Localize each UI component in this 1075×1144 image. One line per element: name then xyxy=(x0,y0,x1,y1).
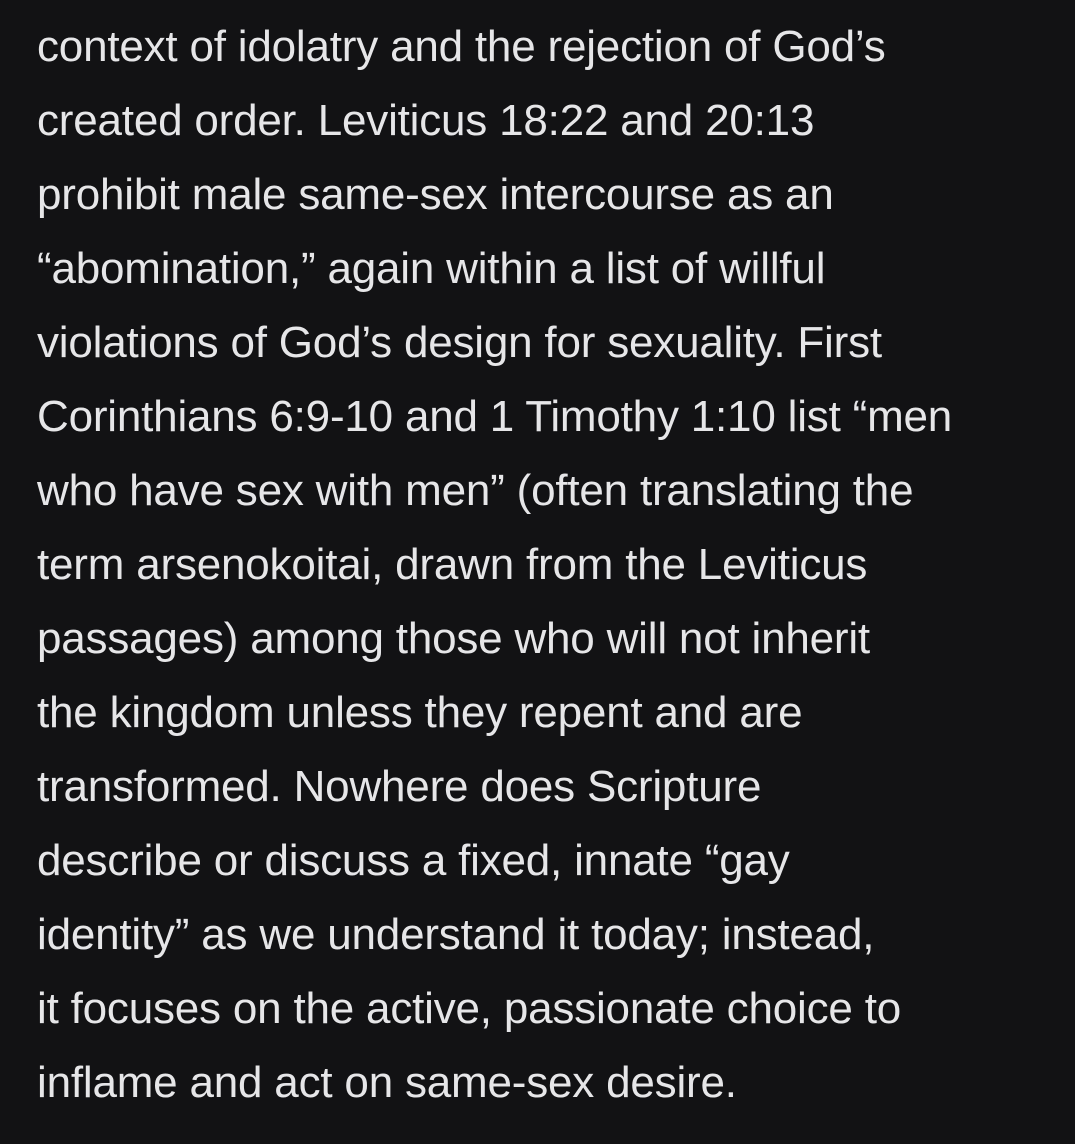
response-paragraph xyxy=(37,10,1067,1120)
text-line: inflame and act on same-sex desire. xyxy=(37,1058,737,1107)
text-line: prohibit male same-sex intercourse as an xyxy=(37,170,834,219)
text-line: created order. Leviticus 18:22 and 20:13 xyxy=(37,96,815,145)
text-line: identity” as we understand it today; instead, xyxy=(37,910,875,959)
text-line: context of idolatry and the rejection of God’s xyxy=(37,22,886,71)
text-line: it focuses on the active, passionate choice to xyxy=(37,984,901,1033)
text-line: transformed. Nowhere does Scripture xyxy=(37,762,762,811)
text-line: Corinthians 6:9-10 and 1 Timothy 1:10 list “men xyxy=(37,392,953,441)
text-line: passages) among those who will not inherit xyxy=(37,614,870,663)
text-line: term arsenokoitai, drawn from the Leviticus xyxy=(37,540,868,589)
text-line: violations of God’s design for sexuality. First xyxy=(37,318,882,367)
text-line: the kingdom unless they repent and are xyxy=(37,688,803,737)
text-line: “abomination,” again within a list of willful xyxy=(37,244,826,293)
text-line: describe or discuss a fixed, innate “gay xyxy=(37,836,790,885)
text-line: who have sex with men” (often translating the xyxy=(37,466,914,515)
